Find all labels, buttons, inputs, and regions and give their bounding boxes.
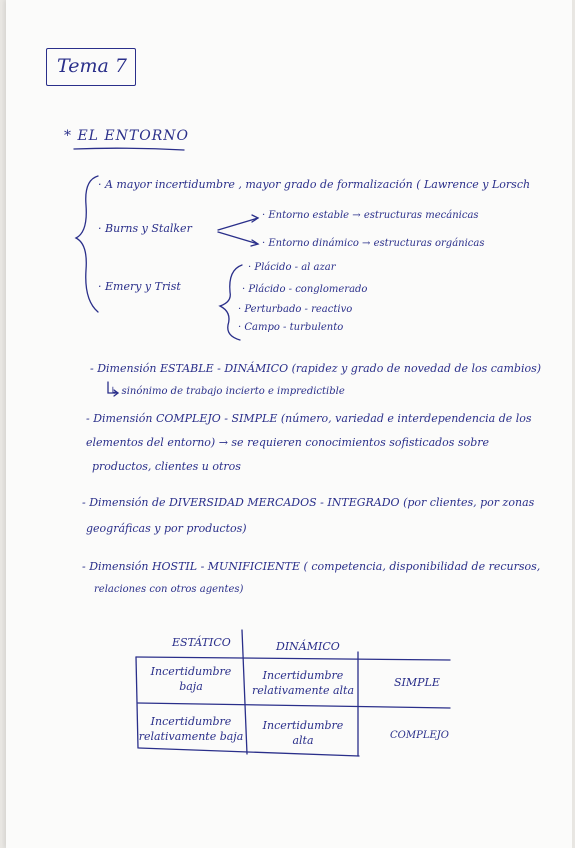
table-row-header: SIMPLE <box>394 676 440 689</box>
arrow-burns-2 <box>218 232 258 244</box>
table-cell: Incertidumbre relativamente alta <box>251 669 355 697</box>
table-col-header: DINÁMICO <box>276 640 340 653</box>
table-row-line <box>138 703 450 708</box>
main-brace <box>76 176 98 312</box>
heading-underline <box>74 148 184 150</box>
notebook-page <box>6 0 572 848</box>
dimension-line: productos, clientes u otros <box>92 460 241 473</box>
dimension-line: - Dimensión HOSTIL - MUNIFICIENTE ( competencia, disponibilidad de recursos, <box>82 560 541 573</box>
bullet-emery: · Emery y Trist <box>98 280 181 293</box>
arrow-burns-1 <box>218 218 258 230</box>
dimension-line: relaciones con otros agentes) <box>94 584 244 595</box>
table-top-line <box>136 657 450 660</box>
section-heading: * EL ENTORNO <box>64 128 189 144</box>
table-cell: Incertidumbre baja <box>150 665 232 693</box>
table-col-header: ESTÁTICO <box>172 636 231 649</box>
dimension-line: - Dimensión de DIVERSIDAD MERCADOS - INTEGRADO (por clientes, por zonas <box>82 496 535 509</box>
emery-item: · Perturbado - reactivo <box>238 304 353 315</box>
emery-item: · Plácido - conglomerado <box>242 284 368 295</box>
emery-item: · Plácido - al azar <box>248 262 336 273</box>
bullet-burns: · Burns y Stalker <box>98 222 192 235</box>
dimension-line: - Dimensión ESTABLE - DINÁMICO (rapidez y grado de novedad de los cambios) <box>90 362 542 375</box>
table-cell: Incertidumbre alta <box>262 719 344 747</box>
emery-item: · Campo - turbulento <box>238 322 344 333</box>
table-cell: Incertidumbre relativamente baja <box>138 715 244 743</box>
burns-item: · Entorno dinámico → estructuras orgánicas <box>262 238 485 249</box>
table-bottom-line <box>139 748 359 756</box>
burns-item: · Entorno estable → estructuras mecánicas <box>262 210 479 221</box>
bullet-lawrence: · A mayor incertidumbre , mayor grado de formalización ( Lawrence y Lorsch <box>98 178 531 191</box>
dimension-line: geográficas y por productos) <box>86 522 247 535</box>
dimension-line: elementos del entorno) → se requieren conocimientos sofisticados sobre <box>86 436 490 449</box>
page-title: Tema 7 <box>57 55 127 77</box>
dimension-line: - Dimensión COMPLEJO - SIMPLE (número, variedad e interdependencia de los <box>86 412 532 425</box>
title-box <box>46 48 136 86</box>
dimension-line: ↳ sinónimo de trabajo incierto e impredictible <box>110 386 345 397</box>
table-row-header: COMPLEJO <box>390 730 449 741</box>
